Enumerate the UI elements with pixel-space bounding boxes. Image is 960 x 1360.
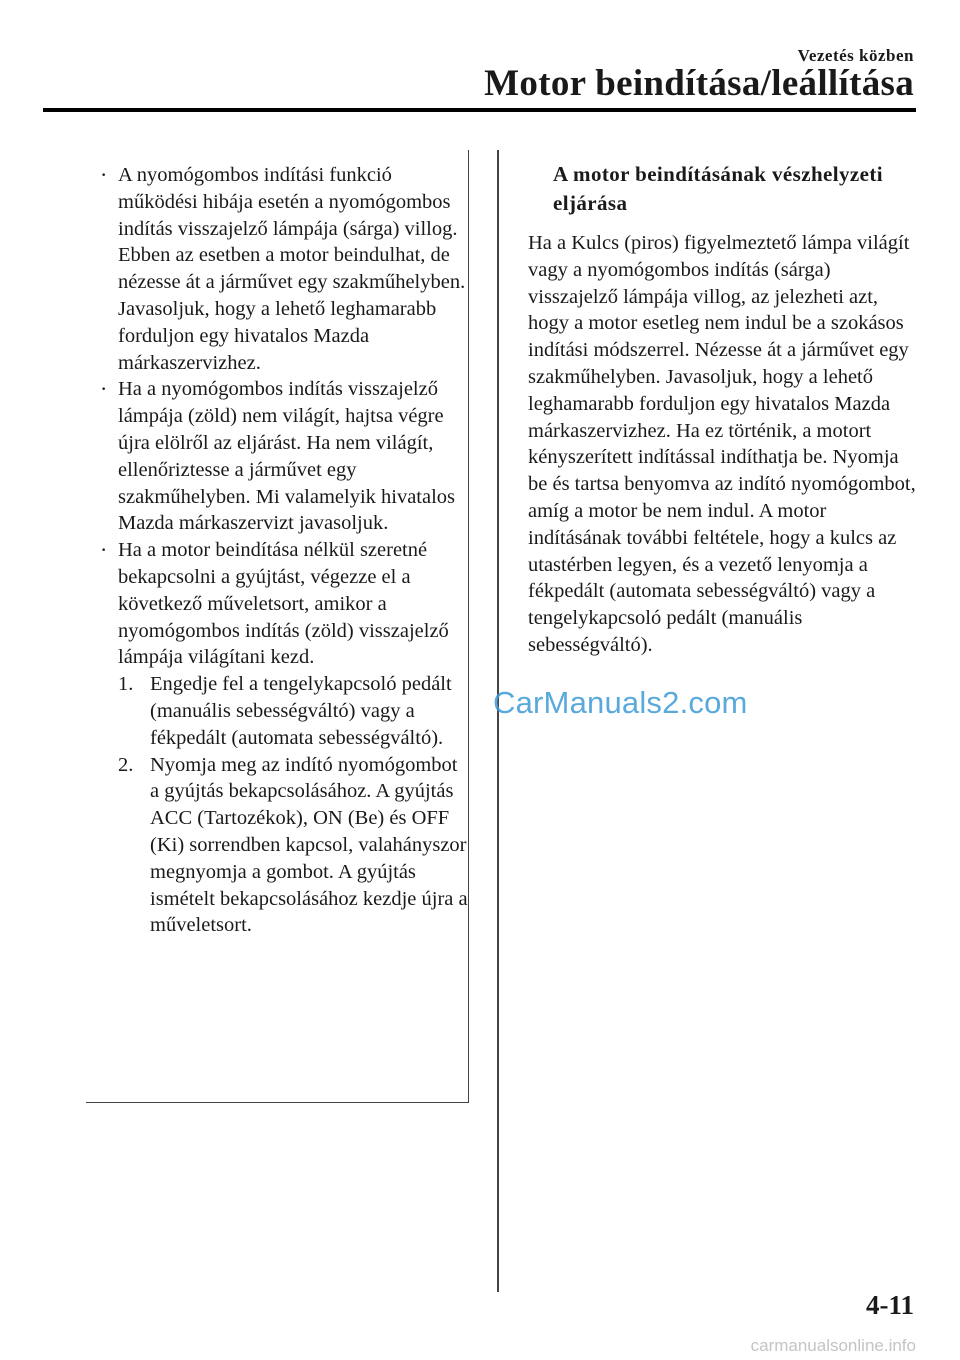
note-box	[86, 150, 469, 1103]
step-item	[118, 671, 470, 751]
step-number: 2.	[118, 753, 134, 776]
step-text: Nyomja meg az indító nyomógombot a gyújtás bekapcsolásához. A gyújtás ACC (Tartozékok), ON (Be) és OFF (Ki) sorrendben kapcsol, valahányszor megnyomja a gombot. A gyújtás ismételt bekapcsolásához kezdje újra a műveletsort.	[150, 753, 468, 937]
header-divider	[43, 108, 916, 112]
note-bullet-1	[96, 162, 470, 376]
footer-watermark: carmanualsonline.info	[750, 1336, 916, 1355]
note-list	[96, 162, 470, 939]
note-bullet-text: Ha a motor beindítása nélkül szeretné bekapcsolni a gyújtást, végezze el a következő műveletsort, amikor a nyomógombos indítás (zöld) visszajelző lámpája világítani kezd.	[118, 539, 449, 669]
step-item	[118, 752, 470, 940]
page-number: 4-11	[865, 1290, 914, 1320]
bullet-icon: ·	[100, 537, 108, 563]
note-bullet-2	[96, 376, 470, 537]
step-text: Engedje fel a tengelykapcsoló pedált (manuális sebességváltó) vagy a fékpedált (automata sebességváltó).	[150, 673, 452, 749]
note-bullet-text: Ha a nyomógombos indítás visszajelző lámpája (zöld) nem világít, hajtsa végre újra elölről az eljárást. Ha nem világít, ellenőriztesse a járművet egy szakműhelyben. Mi valamelyik hivatalos Mazda márkaszervizt javasoljuk.	[118, 378, 456, 535]
note-bullet-3	[96, 537, 470, 939]
step-list	[118, 671, 470, 939]
bullet-icon: ·	[100, 162, 108, 187]
column-divider	[497, 150, 499, 1292]
step-number: 1.	[118, 673, 134, 696]
page-title: Motor beindítása/leállítása	[484, 63, 914, 104]
watermark-logo: CarManuals2.com	[493, 685, 748, 720]
note-bullet-text: A nyomógombos indítási funkció működési hibája esetén a nyomógombos indítás visszajelző lámpája (sárga) villog. Ebben az esetben a motor beindulhat, de nézesse át a járművet egy szakműhelyben. Javasoljuk, hogy a lehető leghamarabb forduljon egy hivatalos Mazda márkaszervizhez.	[118, 164, 466, 374]
section-heading: A motor beindításának vészhelyzeti eljárása	[553, 162, 883, 215]
section-body: Ha a Kulcs (piros) figyelmeztető lámpa világít vagy a nyomógombos indítás (sárga) visszajelző lámpája villog, az jelezheti azt, hogy a motor esetleg nem indul be a szokásos indítási módszerrel. Nézesse át a járművet egy szakműhelyben. Javasoljuk, hogy a lehető leghamarabb forduljon egy hivatalos Mazda márkaszervizhez. Ha ez történik, a motort kényszerített indítással indíthatja be. Nyomja be és tartsa benyomva az indító nyomógombot, amíg a motor be nem indul. A motor indításának további feltétele, hogy a kulcs az utastérben legyen, és a vezető lenyomja a fékpedált (automata sebességváltó) vagy a tengelykapcsoló pedált (manuális sebességváltó).	[528, 232, 916, 656]
bullet-icon: ·	[100, 376, 108, 402]
section-label: Vezetés közben	[797, 46, 914, 65]
